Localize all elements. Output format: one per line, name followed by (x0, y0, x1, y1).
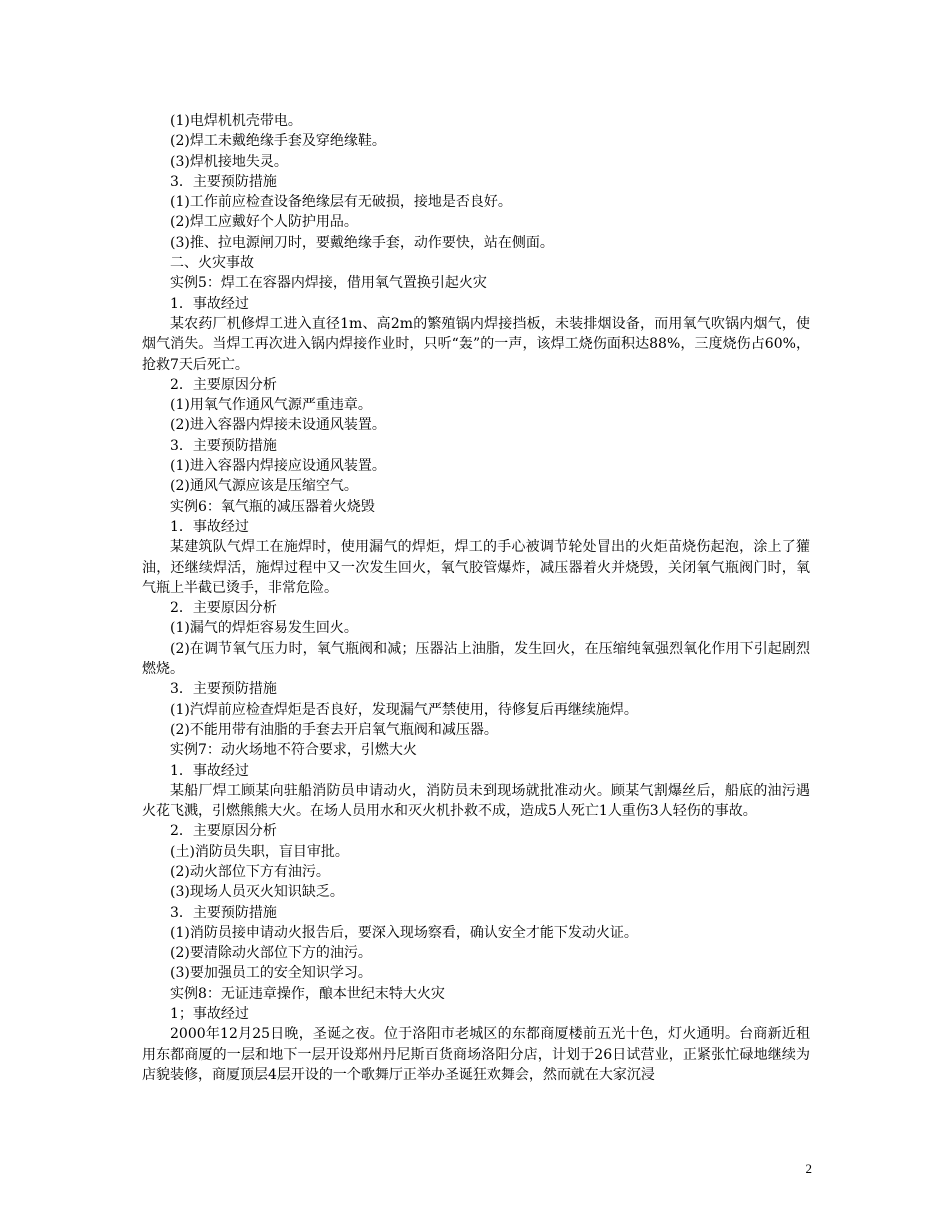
text-line: 2．主要原因分析 (170, 376, 277, 393)
text-line: (3)现场人员灭火知识缺乏。 (170, 884, 344, 901)
text-line: (2)通风气源应该是压缩空气。 (170, 478, 358, 495)
text-line: (3)推、拉电源闸刀时，要戴绝缘手套，动作要快，站在侧面。 (170, 234, 554, 251)
text-line: 1；事故经过 (170, 1006, 249, 1023)
text-line: (1)进入容器内焊接应设通风装置。 (170, 458, 386, 475)
text-line: (1)电焊机机壳带电。 (170, 113, 302, 129)
text-line: 2．主要原因分析 (170, 823, 277, 840)
text-line: (1)消防员接申请动火报告后，要深入现场察看，确认安全才能下发动火证。 (170, 924, 638, 941)
text-line: 实例8：无证违章操作，酿本世纪末特大火灾 (170, 985, 445, 1002)
text-line: 2．主要原因分析 (170, 600, 277, 617)
paragraph: 某船厂焊工顾某向驻船消防员申请动火，消防员未到现场就批准动火。顾某气割爆丝后，船底的油污遇火花飞溅，引燃熊熊大火。在场人员用水和灭火机扑救不成，造成5人死亡1人重伤3人轻伤的事故。 (142, 782, 810, 820)
text-line: (1)工作前应检查设备绝缘层有无破损，接地是否良好。 (170, 194, 512, 211)
paragraph: 2000年12月25日晚，圣诞之夜。位于洛阳市老城区的东都商厦楼前五光十色，灯火通明。台商新近租用东都商厦的一层和地下一层开设郑州丹尼斯百货商场洛阳分店，计划于26日试营业，正紧张忙碌地继续为店貌装修，商厦顶层4层开设的一个歌舞厅正举办圣诞狂欢舞会，然而就在大家沉浸 (142, 1026, 810, 1083)
text-line: (2)动火部位下方有油污。 (170, 863, 330, 880)
text-line: 3．主要预防措施 (170, 904, 277, 921)
text-line: 1．事故经过 (170, 295, 249, 312)
paragraph: 某农药厂机修焊工进入直径1m、高2m的繁殖锅内焊接挡板，未装排烟设备，而用氧气吹锅内烟气，使烟气消失。当焊工再次进入锅内焊接作业时，只听“轰”的一声，该焊工烧伤面积达88%，三度烧伤占60%，抢救7天后死亡。 (142, 315, 810, 373)
text-line: (2)焊工未戴绝缘手套及穿绝缘鞋。 (170, 133, 386, 150)
paragraph: (2)在调节氧气压力时，氧气瓶阀和减；压器沾上油脂，发生回火，在压缩纯氧强烈氧化作用下引起剧烈燃烧。 (142, 640, 810, 678)
text-line: (2)进入容器内焊接未设通风装置。 (170, 417, 386, 434)
text-line: 3．主要预防措施 (170, 437, 277, 454)
text-line: 二、火灾事故 (170, 255, 254, 272)
text-line: (1)汽焊前应检查焊炬是否良好，发现漏气严禁使用，待修复后再继续施焊。 (170, 701, 638, 718)
body-text (142, 111, 810, 1085)
text-line: (2)焊工应戴好个人防护用品。 (170, 214, 358, 231)
text-line: 3．主要预防措施 (170, 173, 277, 190)
text-line: (3)要加强员工的安全知识学习。 (170, 965, 372, 982)
text-line: (1)用氧气作通风气源严重违章。 (170, 397, 372, 414)
text-line: 实例6：氧气瓶的减压器着火烧毁 (170, 498, 375, 515)
text-line: (1)漏气的焊炬容易发生回火。 (170, 620, 358, 637)
text-line: 实例7：动火场地不符合要求，引燃大火 (170, 742, 417, 759)
text-line: (2)不能用带有油脂的手套去开启氧气瓶阀和减压器。 (170, 721, 498, 738)
text-line: 1．事故经过 (170, 518, 249, 535)
text-line: (2)要清除动火部位下方的油污。 (170, 945, 372, 962)
text-line: (3)焊机接地失灵。 (170, 153, 288, 170)
text-line: (土)消防员失职，盲目审批。 (170, 843, 349, 860)
page-number: 2 (805, 1161, 812, 1176)
text-line: 3．主要预防措施 (170, 681, 277, 698)
text-line: 1．事故经过 (170, 762, 249, 779)
paragraph: 某建筑队气焊工在施焊时，使用漏气的焊炬，焊工的手心被调节轮处冒出的火炬苗烧伤起泡，涂上了獾油，还继续焊活，施焊过程中又一次发生回火，氧气胶管爆炸，减压器着火并烧毁，关闭氧气瓶阀门时，氧气瓶上半截已烫手，非常危险。 (142, 539, 810, 596)
text-line: 实例5：焊工在容器内焊接，借用氧气置换引起火灾 (170, 275, 487, 292)
